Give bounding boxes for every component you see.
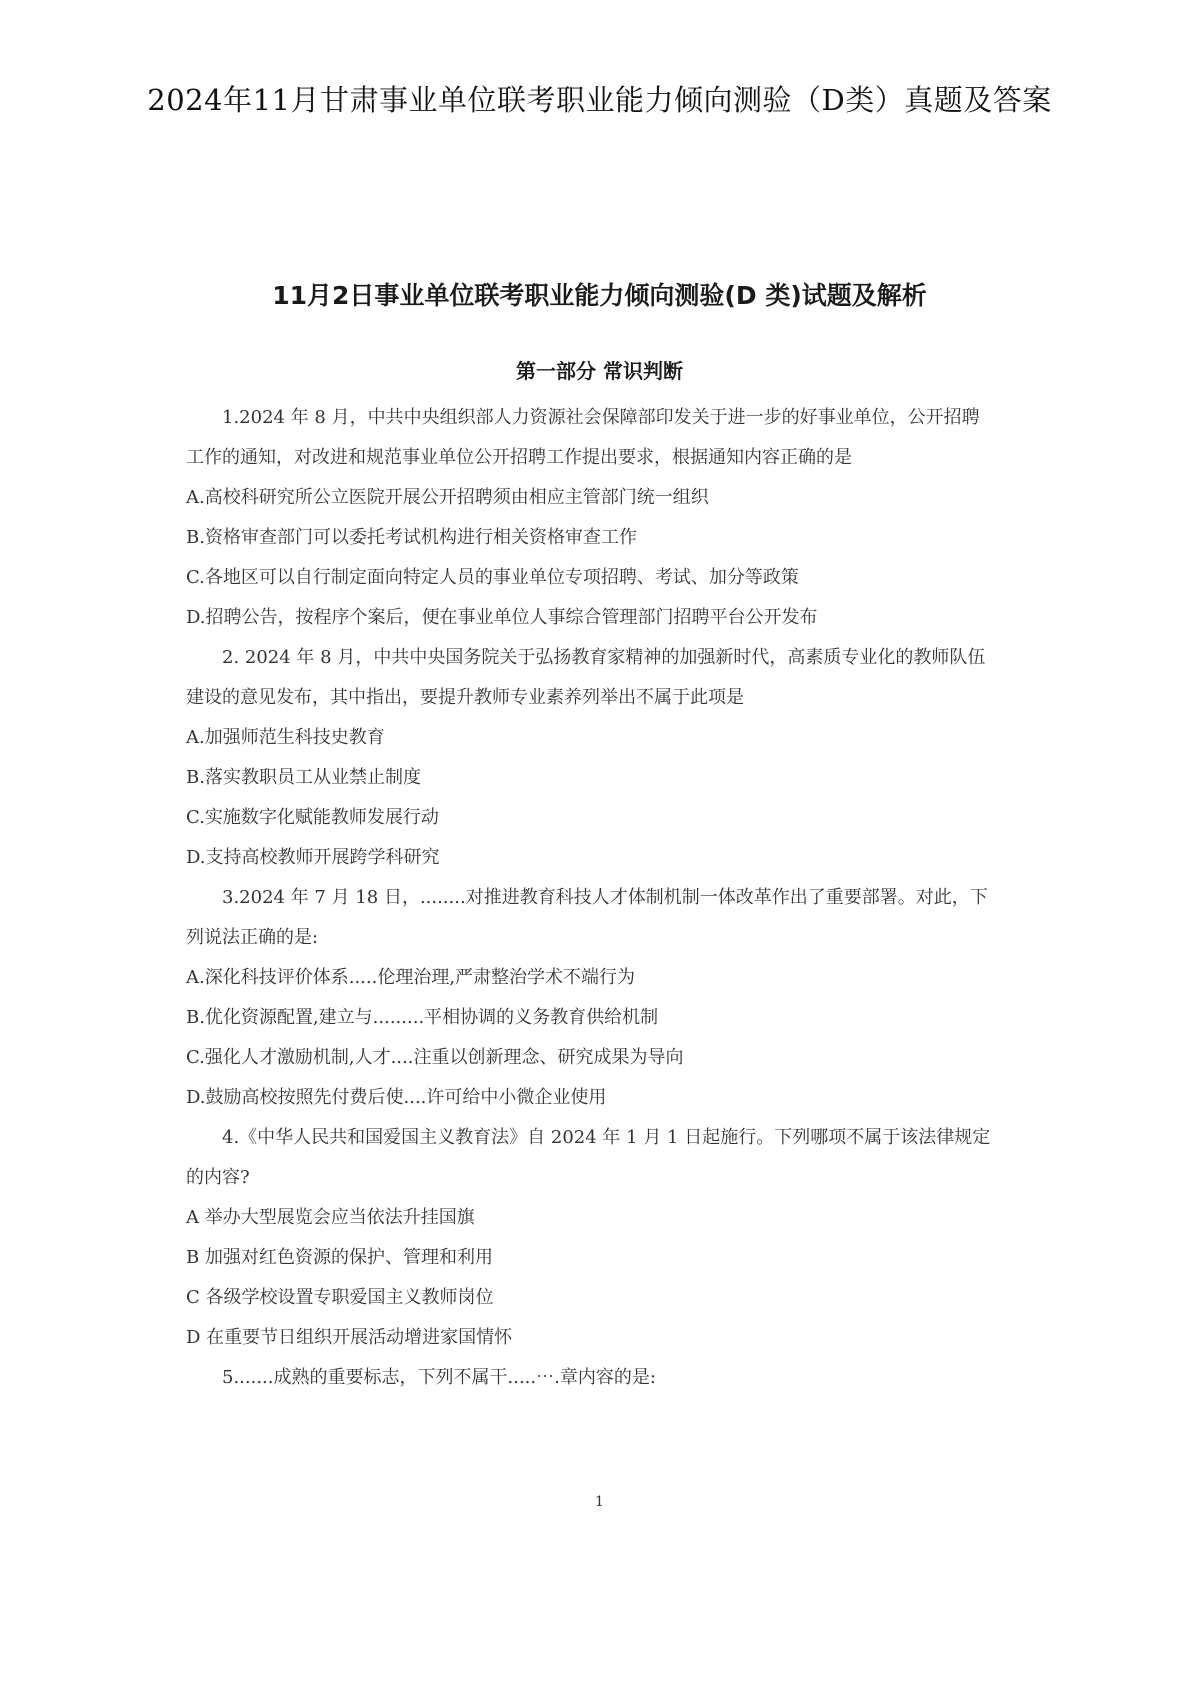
exam-title: 11月2日事业单位联考职业能力倾向测验(D 类)试题及解析 <box>272 281 927 310</box>
page-number: 1 <box>595 1494 604 1510</box>
option-a: A 举办大型展览会应当依法升挂国旗 <box>186 1207 475 1228</box>
question-1 <box>186 398 994 638</box>
option-c: C.实施数字化赋能教师发展行动 <box>186 807 439 828</box>
option-b: B.资格审查部门可以委托考试机构进行相关资格审查工作 <box>186 527 637 548</box>
question-stem: 4.《中华人民共和国爱国主义教育法》自 2024 年 1 月 1 日起施行。下列哪项不属于该法律规定的内容? <box>186 1127 991 1188</box>
question-5 <box>186 1358 994 1398</box>
option-c: C 各级学校设置专职爱国主义教师岗位 <box>186 1287 494 1308</box>
question-stem: 1.2024 年 8 月，中共中央组织部人力资源社会保障部印发关于进一步的好事业单位，公开招聘工作的通知，对改进和规范事业单位公开招聘工作提出要求，根据通知内容正确的是 <box>186 407 980 468</box>
option-c: C.强化人才激励机制,人才....注重以创新理念、研究成果为导向 <box>186 1047 684 1068</box>
question-3 <box>186 878 994 1118</box>
question-list <box>186 398 994 1398</box>
option-a: A.深化科技评价体系.....伦理治理,严肃整治学术不端行为 <box>186 967 636 988</box>
option-d: D.招聘公告，按程序个案后，便在事业单位人事综合管理部门招聘平台公开发布 <box>186 607 818 628</box>
question-stem: 3.2024 年 7 月 18 日，........对推进教育科技人才体制机制一体改革作出了重要部署。对此，下列说法正确的是: <box>186 887 988 948</box>
option-d: D.鼓励高校按照先付费后使....许可给中小微企业使用 <box>186 1087 607 1108</box>
option-b: B.优化资源配置,建立与.........平相协调的义务教育供给机制 <box>186 1007 659 1028</box>
question-4 <box>186 1118 994 1358</box>
question-2 <box>186 638 994 878</box>
option-d: D.支持高校教师开展跨学科研究 <box>186 847 440 868</box>
option-c: C.各地区可以自行制定面向特定人员的事业单位专项招聘、考试、加分等政策 <box>186 567 799 588</box>
option-b: B 加强对红色资源的保护、管理和利用 <box>186 1247 493 1268</box>
section-title: 第一部分 常识判断 <box>516 359 683 383</box>
option-a: A.加强师范生科技史教育 <box>186 727 385 748</box>
option-d: D 在重要节日组织开展活动增进家国情怀 <box>186 1327 513 1348</box>
question-stem: 5.......成熟的重要标志，下列不属干.....⋯.章内容的是: <box>222 1367 656 1388</box>
question-stem: 2. 2024 年 8 月，中共中央国务院关于弘扬教育家精神的加强新时代，高素质专业化的教师队伍建设的意见发布，其中指出，要提升教师专业素养列举出不属于此项是 <box>186 647 986 708</box>
option-a: A.高校科研究所公立医院开展公开招聘须由相应主管部门统一组织 <box>186 487 709 508</box>
document-header: 2024年11月甘肃事业单位联考职业能力倾向测验（D类）真题及答案 <box>147 83 1052 117</box>
option-b: B.落实教职员工从业禁止制度 <box>186 767 421 788</box>
